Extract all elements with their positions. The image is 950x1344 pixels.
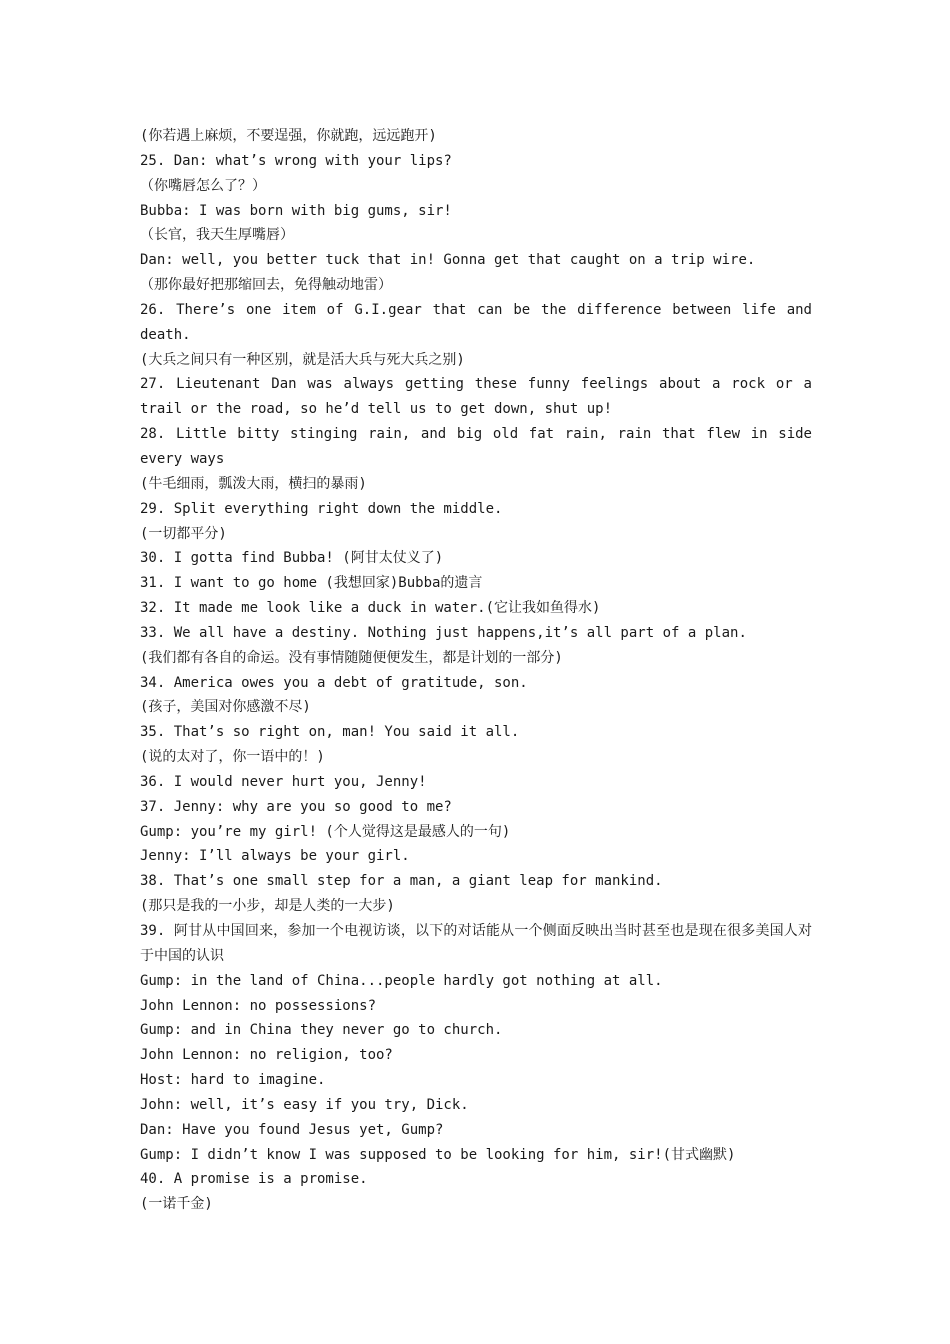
text-line: (一切都平分) [140,525,227,542]
text-line: Jenny: I’ll always be your girl. [140,848,410,865]
text-line: 34. America owes you a debt of gratitude, son. [140,674,528,691]
text-line: （你嘴唇怎么了？） [140,177,266,194]
text-line: Gump: in the land of China...people hardly got nothing at all. [140,972,663,989]
text-line: John Lennon: no religion, too? [140,1047,393,1064]
text-line: Gump: and in China they never go to church. [140,1022,503,1039]
text-line: 29. Split everything right down the middle. [140,500,503,517]
text-line: 27. Lieutenant Dan was always getting these funny feelings about a rock or a trail or the road, so he’d tell us to get down, shut up! [140,376,821,418]
text-line: 30. I gotta find Bubba! (阿甘太仗义了) [140,550,444,567]
text-line: 38. That’s one small step for a man, a giant leap for mankind. [140,873,663,890]
text-line: 39. 阿甘从中国回来，参加一个电视访谈，以下的对话能从一个侧面反映出当时甚至也是现在很多美国人对于中国的认识 [140,923,812,964]
text-line: (你若遇上麻烦，不要逞强，你就跑，远远跑开) [140,128,437,144]
text-line: 31. I want to go home (我想回家)Bubba的遗言 [140,575,483,592]
text-line: (牛毛细雨，瓢泼大雨，横扫的暴雨) [140,475,367,492]
text-line: 28. Little bitty stinging rain, and big old fat rain, rain that flew in side every ways [140,426,821,467]
text-line: Dan: well, you better tuck that in! Gonna get that caught on a trip wire. [140,252,756,269]
text-line: 37. Jenny: why are you so good to me? [140,798,452,815]
text-line: John Lennon: no possessions? [140,997,377,1014]
text-line: Gump: I didn’t know I was supposed to be looking for him, sir!(甘式幽默) [140,1146,736,1163]
text-line: 40. A promise is a promise. [140,1171,368,1188]
text-line: 26. There’s one item of G.I.gear that can be the difference between life and death. [140,301,821,343]
text-line: Dan: Have you found Jesus yet, Gump? [140,1121,444,1138]
text-line: Bubba: I was born with big gums, sir! [140,202,452,219]
text-line: 25. Dan: what’s wrong with your lips? [140,152,452,169]
text-line: （那你最好把那缩回去，免得触动地雷） [140,277,392,294]
text-line: (那只是我的一小步，却是人类的一大步) [140,898,395,915]
text-line: 33. We all have a destiny. Nothing just happens,it’s all part of a plan. [140,624,747,641]
text-line: (孩子，美国对你感激不尽) [140,699,311,716]
text-line: (说的太对了，你一语中的！) [140,749,325,766]
text-line: Gump: you’re my girl! (个人觉得这是最感人的一句) [140,823,511,840]
text-line: Host: hard to imagine. [140,1072,326,1089]
text-line: 32. It made me look like a duck in water.(它让我如鱼得水) [140,600,601,617]
text-line: 36. I would never hurt you, Jenny! [140,773,427,790]
text-line: (一诺千金) [140,1196,213,1213]
text-line: (我们都有各自的命运。没有事情随随便便发生，都是计划的一部分) [140,649,563,666]
text-line: (大兵之间只有一种区别，就是活大兵与死大兵之别) [140,351,465,368]
text-line: （长官，我天生厚嘴唇） [140,227,294,244]
text-line: John: well, it’s easy if you try, Dick. [140,1096,469,1113]
text-line: 35. That’s so right on, man! You said it all. [140,724,520,741]
document-page [140,124,821,1217]
